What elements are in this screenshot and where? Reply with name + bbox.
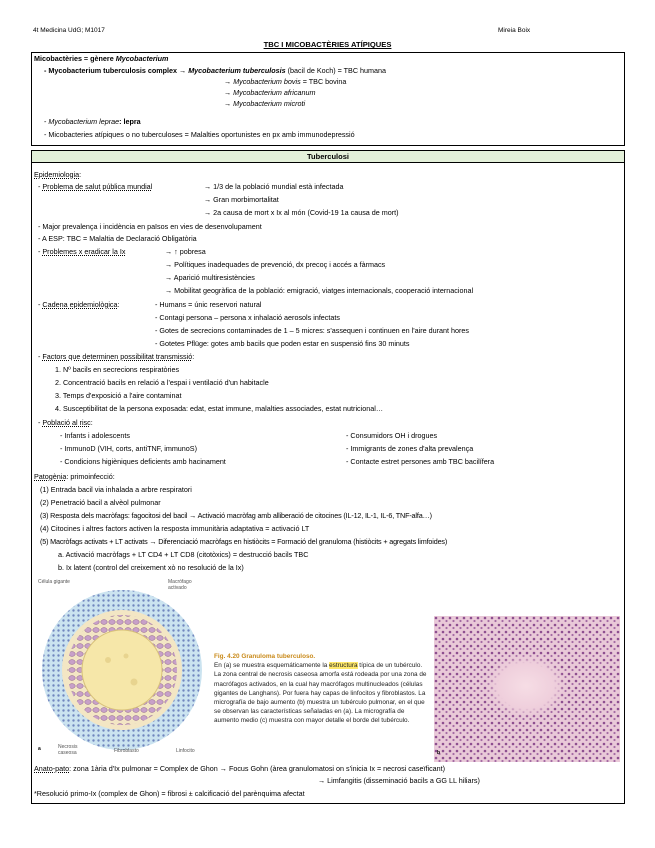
- factors-label-line: - Factors que determinen possibilitat transmissió:: [38, 352, 195, 361]
- eradicar-label-line: - Problemes x eradicar la Ix: [38, 247, 126, 256]
- factor-item: 1. Nº bacils en secrecions respiratòries: [55, 365, 180, 374]
- risc-left-item: - Infants i adolescents: [60, 431, 130, 440]
- patogenia-heading-text: Patogènia: [34, 472, 67, 481]
- epidemiologia-heading: Epidemiologia:: [34, 170, 82, 179]
- complex-desc: (bacil de Koch) = TBC humana: [285, 66, 387, 75]
- problema-label-line: - Problema de salut pública mundial: [38, 182, 153, 191]
- factors-label: Factors que determinen possibilitat transmissió: [42, 352, 193, 361]
- intro-bovis-line: [224, 77, 346, 88]
- risc-right-item: - Contacte estret persones amb TBC bacilífera: [346, 457, 495, 466]
- complex-label: - Mycobacterium tuberculosis complex →: [44, 66, 189, 75]
- intro-genus-line: [34, 54, 168, 65]
- cadena-item-2: - Contagi persona – persona x inhalació aerosols infectats: [155, 313, 340, 322]
- label-celula-gigante: Célula gigante: [38, 579, 70, 585]
- anato-line-1-text: : zona 1ària d'Ix pulmonar = Complex de Ghon → Focus Gohn (àrea granulomatosi on s'inicia Ix = necrosi caseïficant): [69, 764, 446, 773]
- leprae-species: Mycobacterium leprae: [48, 117, 120, 126]
- patogenia-heading-rest: : primoinfecció:: [66, 472, 115, 481]
- factor-item: 3. Temps d'exposició a l'aire contaminat: [55, 391, 182, 400]
- patogenia-step: (2) Penetració bacil a alvèol pulmonar: [40, 498, 161, 507]
- necrosis-speck: [131, 679, 138, 686]
- prevalenca-line: - Major prevalença i incidència en països en vies de desenvolupament: [38, 222, 262, 231]
- figure-caption-title: Fig. 4.20 Granuloma tuberculoso.: [214, 653, 316, 660]
- granuloma-diagram-svg: [36, 578, 208, 756]
- esp-line: - A ESP: TBC = Malaltia de Declaració Obligatòria: [38, 234, 197, 243]
- factor-item: 2. Concentració bacils en relació a l'espai i ventilació d'un habitacle: [55, 378, 269, 387]
- risc-right-item: - Consumidors OH i drogues: [346, 431, 438, 440]
- cadena-item-4: - Gotetes Pflüge: gotes amb bacils que poden estar en suspensió fins 30 minuts: [155, 339, 410, 348]
- figure-caption: [214, 652, 430, 726]
- patogenia-sub-b: b. Ix latent (control del creixement xò no resolució de la Ix): [58, 563, 244, 572]
- risc-left-item: - ImmunoD (VIH, corts, antiTNF, immunoS): [60, 444, 197, 453]
- figure-caption-text-1: En (a) se muestra esquemáticamente la: [214, 662, 330, 670]
- intro-genus-text: Micobactèries = gènere: [34, 54, 116, 63]
- epidemiologia-heading-text: Epidemiologia: [34, 170, 80, 179]
- eradicar-item-1: → ↑ pobresa: [165, 247, 206, 256]
- necrosis-speck: [105, 657, 111, 663]
- intro-africanum-line: → Mycobacterium africanum: [224, 88, 316, 97]
- label-fibroblasto: Fibroblasto: [114, 748, 139, 754]
- section-header-tuberculosi: Tuberculosi: [31, 150, 625, 163]
- anato-line-1: [34, 764, 445, 775]
- granuloma-micrograph: [434, 616, 620, 762]
- patogenia-heading: [34, 472, 115, 483]
- problema-item-1: → 1/3 de la població mundial està infectada: [204, 182, 344, 191]
- risc-left-item: - Condicions higièniques deficients amb hacinament: [60, 457, 226, 466]
- bovis-arrow: →: [224, 77, 234, 86]
- figure-caption-highlight: estructura: [329, 662, 358, 670]
- bovis-species: Mycobacterium bovis: [233, 77, 301, 86]
- micrograph-necrotic-center: [486, 654, 566, 718]
- cadena-item-1: - Humans = únic reservori natural: [155, 300, 262, 309]
- problema-item-3: → 2a causa de mort x Ix al món (Covid-19 1a causa de mort): [204, 208, 399, 217]
- micrograph-svg: [434, 616, 620, 762]
- doc-author: Mireia Boix: [498, 27, 531, 34]
- anato-label: Anato-pato: [34, 764, 70, 773]
- necrosis-speck: [124, 654, 129, 659]
- risc-label: Població al risc: [42, 418, 91, 427]
- eradicar-item-3: → Aparició multiresistències: [165, 273, 255, 282]
- intro-microti-line: → Mycobacterium microti: [224, 99, 306, 108]
- anato-footer: *Resolució primo-Ix (complex de Ghon) = fibrosi ± calcificació del parènquima afectat: [34, 789, 305, 798]
- leprae-dash: -: [44, 117, 49, 126]
- eradicar-item-2: → Polítiques inadequades de prevenció, dx precoç i accés a fàrmacs: [165, 260, 386, 269]
- problema-item-2: → Gran morbimortalitat: [204, 195, 279, 204]
- intro-atipics-line: - Micobacteries atípiques o no tuberculoses = Malalties oportunistes en px amb immunodepressió: [44, 130, 355, 139]
- label-linfocito: Linfocito: [176, 748, 195, 754]
- cadena-label: Cadena epidemiològica: [42, 300, 118, 309]
- intro-complex-line: [44, 66, 386, 77]
- patogenia-step: (4) Citocines i altres factors activen la resposta immunitària adaptativa = activació LT: [40, 524, 310, 533]
- factor-item: 4. Susceptibilitat de la persona exposada: edat, estat immune, malalties associades, estat nutricional…: [55, 404, 384, 413]
- caseous-necrosis-center: [82, 630, 162, 710]
- intro-leprae-line: [44, 117, 141, 128]
- label-macrofago: Macrófago activado: [168, 579, 192, 591]
- complex-species: Mycobacterium tuberculosis: [188, 66, 286, 75]
- risc-right-item: - Immigrants de zones d'alta prevalença: [346, 444, 474, 453]
- patogenia-sub-a: a. Activació macròfags + LT CD4 + LT CD8 (citotòxics) = destrucció bacils TBC: [58, 550, 309, 559]
- patogenia-step: (5) Macròfags activats + LT activats → Diferenciació macròfags en histiòcits = Formació del granuloma (histiòcits + agregats limfoides): [40, 537, 448, 546]
- granuloma-diagram: [36, 578, 208, 756]
- patogenia-step: (1) Entrada bacil via inhalada a arbre respiratori: [40, 485, 192, 494]
- label-necrosis: Necrosis caseosa: [58, 744, 78, 756]
- label-b: b: [437, 750, 441, 756]
- eradicar-item-4: → Mobilitat geogràfica de la població: emigració, viatges internacionals, cooperació internacional: [165, 286, 474, 295]
- intro-genus-name: Mycobacterium: [115, 54, 169, 63]
- bovis-desc: = TBC bovina: [300, 77, 347, 86]
- risc-label-line: - Població al risc:: [38, 418, 93, 427]
- label-a: a: [38, 746, 41, 752]
- patogenia-step: (3) Resposta dels macròfags: fagocitosi del bacil → Activació macròfag amb alliberació de citocines (IL-12, IL-1, IL-6, TNF-alfa…): [40, 511, 432, 520]
- figure-caption-text-2: típica de un tubérculo. La zona central de necrosis caseosa amorfa está rodeada por una zona de macrófagos activados, en la cual hay macrófagos multinucleados (células gigantes de Langhans). Por fuera hay capas de linfocitos y fibroblastos. La micrografía de bajo aumento (b) muestra un tubérculo pulmonar, en el que se observan las características señaladas en (a). La micrografía de aumento medio (c) muestra con mayor detalle el borde del tubérculo.: [214, 662, 427, 725]
- anato-line-2: → Limfangitis (disseminació bacils a GG LL hiliars): [318, 776, 480, 785]
- eradicar-label: Problemes x eradicar la Ix: [42, 247, 126, 256]
- problema-label: Problema de salut pública mundial: [42, 182, 153, 191]
- cadena-label-line: - Cadena epidemiològica:: [38, 300, 120, 309]
- page-title: TBC I MICOBACTÈRIES ATÍPIQUES: [263, 40, 392, 49]
- leprae-desc: : lepra: [119, 117, 141, 126]
- cadena-item-3: - Gotes de secrecions contaminades de 1 – 5 micres: s'assequen i continuen en l'aire durant hores: [155, 326, 469, 335]
- doc-course-header: 4t Medicina UdG; M1017: [33, 27, 105, 34]
